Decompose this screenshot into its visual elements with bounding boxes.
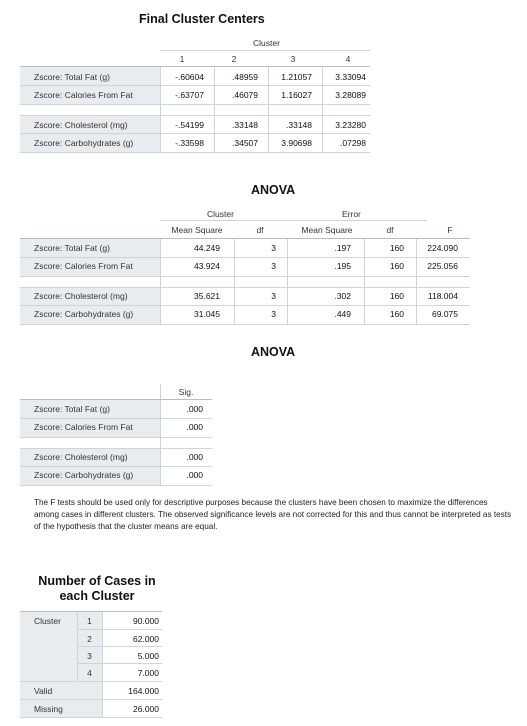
anova-cell: 43.924 xyxy=(194,261,220,271)
anova-col-error-df: df xyxy=(386,225,394,235)
centers-row-label: Zscore: Carbohydrates (g) xyxy=(34,138,134,148)
anova-title: ANOVA xyxy=(251,183,296,197)
anova-cell: 3 xyxy=(271,309,276,319)
cases-cluster-label: Cluster xyxy=(34,616,61,626)
anova-row-label: Zscore: Total Fat (g) xyxy=(34,243,110,253)
cases-missing-label: Missing xyxy=(34,704,63,714)
anova-col-df: df xyxy=(256,225,264,235)
centers-row-label: Zscore: Total Fat (g) xyxy=(34,72,110,82)
anova-cell: .449 xyxy=(334,309,351,319)
centers-cell: .07298 xyxy=(340,138,366,148)
anova-cell: 160 xyxy=(389,309,404,319)
centers-cell: -.60604 xyxy=(175,72,204,82)
anova-cell: 160 xyxy=(389,291,404,301)
anova-row-label: Zscore: Calories From Fat xyxy=(34,261,133,271)
cases-missing-count: 26.000 xyxy=(133,704,159,714)
cases-title-line2: each Cluster xyxy=(59,589,135,603)
anova-cell: 3 xyxy=(271,243,276,253)
anova-cell: 118.004 xyxy=(427,291,458,301)
cases-cluster-count: 7.000 xyxy=(137,668,159,678)
cases-title-line1: Number of Cases in xyxy=(38,574,156,588)
centers-row-label: Zscore: Cholesterol (mg) xyxy=(34,120,128,130)
anova-cluster-spanner: Cluster xyxy=(207,209,234,219)
anova-cell: 224.090 xyxy=(427,243,458,253)
anova-sig-cell: .000 xyxy=(186,470,203,480)
anova-sig-row-label: Zscore: Total Fat (g) xyxy=(34,404,110,414)
anova-col-error-mean-square: Mean Square xyxy=(301,225,353,235)
centers-cell: 3.33094 xyxy=(335,72,366,82)
cases-cluster-count: 62.000 xyxy=(133,634,159,644)
anova-sig-row-label: Zscore: Carbohydrates (g) xyxy=(34,470,134,480)
centers-cell: .48959 xyxy=(232,72,258,82)
centers-cell: 3.90698 xyxy=(281,138,312,148)
anova-row-label: Zscore: Carbohydrates (g) xyxy=(34,309,134,319)
centers-cell: -.63707 xyxy=(175,90,204,100)
anova-col-sig: Sig. xyxy=(178,387,194,397)
centers-cell: 3.23280 xyxy=(335,120,366,130)
anova-footnote: The F tests should be used only for descriptive purposes because the clusters have been chosen to maximize the differences among cases in different clusters. The observed significance levels are not corrected for this and thus cannot be interpreted as tests of the hypothesis that the cluster means are equal. xyxy=(34,498,512,531)
centers-col-4: 4 xyxy=(345,54,351,64)
centers-cell: .33148 xyxy=(286,120,312,130)
anova-sig-cell: .000 xyxy=(186,404,203,414)
anova-cell: 35.621 xyxy=(194,291,220,301)
centers-cell: 1.21057 xyxy=(281,72,312,82)
centers-col-2: 2 xyxy=(231,54,237,64)
centers-cell: .46079 xyxy=(232,90,258,100)
anova-cell: 3 xyxy=(271,291,276,301)
centers-row-label: Zscore: Calories From Fat xyxy=(34,90,133,100)
centers-col-3: 3 xyxy=(290,54,296,64)
anova-sig-title: ANOVA xyxy=(251,345,296,359)
anova-cell: 44.249 xyxy=(194,243,220,253)
anova-sig-cell: .000 xyxy=(186,422,203,432)
anova-cell: 69.075 xyxy=(432,309,458,319)
anova-sig-row-label: Zscore: Calories From Fat xyxy=(34,422,133,432)
anova-cell: .195 xyxy=(334,261,351,271)
centers-cell: 3.28089 xyxy=(335,90,366,100)
anova-cell: .302 xyxy=(334,291,351,301)
anova-sig-cell: .000 xyxy=(186,452,203,462)
centers-cell: 1.16027 xyxy=(281,90,312,100)
centers-cell: .34507 xyxy=(232,138,258,148)
cases-valid-count: 164.000 xyxy=(128,686,159,696)
cases-cluster-id: 3 xyxy=(87,651,92,661)
centers-col-1: 1 xyxy=(179,54,185,64)
anova-sig-row-label: Zscore: Cholesterol (mg) xyxy=(34,452,128,462)
centers-cell: .33148 xyxy=(232,120,258,130)
centers-cluster-spanner: Cluster xyxy=(253,38,280,48)
anova-cell: 3 xyxy=(271,261,276,271)
anova-cell: 31.045 xyxy=(194,309,220,319)
anova-row-label: Zscore: Cholesterol (mg) xyxy=(34,291,128,301)
cases-cluster-id: 4 xyxy=(87,668,92,678)
anova-col-f: F xyxy=(447,225,453,235)
cases-cluster-id: 2 xyxy=(87,634,92,644)
cases-cluster-count: 5.000 xyxy=(137,651,159,661)
centers-cell: -.33598 xyxy=(175,138,204,148)
cases-cluster-count: 90.000 xyxy=(133,616,159,626)
anova-cell: .197 xyxy=(334,243,351,253)
cases-valid-label: Valid xyxy=(34,686,53,696)
anova-cell: 160 xyxy=(389,261,404,271)
centers-cell: -.54199 xyxy=(175,120,204,130)
centers-title: Final Cluster Centers xyxy=(139,12,265,26)
anova-cell: 160 xyxy=(389,243,404,253)
anova-error-spanner: Error xyxy=(342,209,361,219)
cases-cluster-id: 1 xyxy=(87,616,92,626)
anova-col-mean-square: Mean Square xyxy=(171,225,223,235)
anova-cell: 225.056 xyxy=(427,261,458,271)
